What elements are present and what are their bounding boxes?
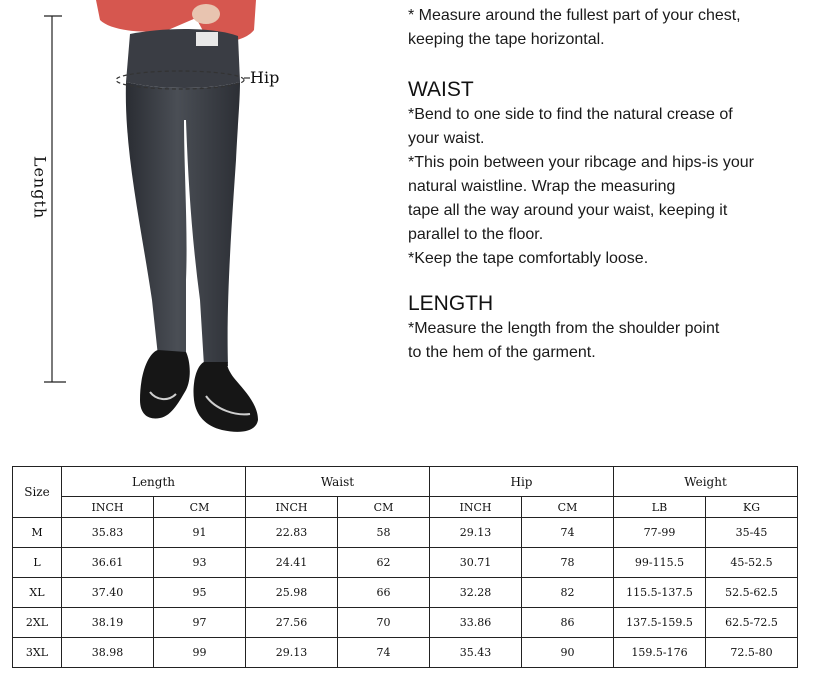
table-cell: 35-45 xyxy=(706,518,798,548)
table-cell: 97 xyxy=(154,608,246,638)
unit-header-row xyxy=(13,497,798,518)
table-cell: 29.13 xyxy=(246,638,338,668)
waist-instruction-line: tape all the way around your waist, keeping it xyxy=(408,202,728,219)
table-row xyxy=(13,608,798,638)
table-cell: 58 xyxy=(338,518,430,548)
table-cell: 24.41 xyxy=(246,548,338,578)
waist-instruction-line: natural waistline. Wrap the measuring xyxy=(408,178,676,195)
length-instruction-line: *Measure the length from the shoulder point xyxy=(408,320,720,337)
table-cell: 70 xyxy=(338,608,430,638)
table-cell: 27.56 xyxy=(246,608,338,638)
table-cell: 33.86 xyxy=(430,608,522,638)
table-cell: 78 xyxy=(522,548,614,578)
waist-instruction-line: *Bend to one side to find the natural crease of xyxy=(408,106,733,123)
table-cell: 29.13 xyxy=(430,518,522,548)
waist-instruction-line: *Keep the tape comfortably loose. xyxy=(408,250,649,267)
waist-instruction-line: your waist. xyxy=(408,130,485,147)
size-cell: 3XL xyxy=(13,638,62,668)
table-row xyxy=(13,548,798,578)
measuring-instructions xyxy=(408,4,808,365)
unit-header: CM xyxy=(522,497,614,518)
size-cell: M xyxy=(13,518,62,548)
unit-header: CM xyxy=(154,497,246,518)
table-cell: 38.19 xyxy=(62,608,154,638)
table-cell: 66 xyxy=(338,578,430,608)
table-cell: 35.83 xyxy=(62,518,154,548)
waist-instruction-line: *This poin between your ribcage and hips-is your xyxy=(408,154,754,171)
group-header-hip: Hip xyxy=(430,467,614,497)
table-cell: 99 xyxy=(154,638,246,668)
size-header: Size xyxy=(13,467,62,518)
hip-label: Hip xyxy=(250,68,280,87)
left-shoe xyxy=(140,350,190,418)
length-heading: LENGTH xyxy=(408,292,494,315)
table-cell: 77-99 xyxy=(614,518,706,548)
group-header-length: Length xyxy=(62,467,246,497)
waistband-shape xyxy=(126,29,240,88)
group-header-weight: Weight xyxy=(614,467,798,497)
table-cell: 30.71 xyxy=(430,548,522,578)
unit-header: INCH xyxy=(62,497,154,518)
table-cell: 52.5-62.5 xyxy=(706,578,798,608)
table-cell: 45-52.5 xyxy=(706,548,798,578)
table-cell: 99-115.5 xyxy=(614,548,706,578)
waist-instruction-line: parallel to the floor. xyxy=(408,226,544,243)
length-label: Length xyxy=(30,155,50,220)
table-cell: 159.5-176 xyxy=(614,638,706,668)
chest-instruction-line: keeping the tape horizontal. xyxy=(408,31,605,48)
table-cell: 90 xyxy=(522,638,614,668)
table-cell: 32.28 xyxy=(430,578,522,608)
unit-header: CM xyxy=(338,497,430,518)
size-cell: 2XL xyxy=(13,608,62,638)
chest-instruction-line: * Measure around the fullest part of your chest, xyxy=(408,7,741,24)
table-cell: 35.43 xyxy=(430,638,522,668)
logo-patch xyxy=(196,32,218,46)
table-cell: 95 xyxy=(154,578,246,608)
table-cell: 25.98 xyxy=(246,578,338,608)
table-row xyxy=(13,578,798,608)
table-cell: 115.5-137.5 xyxy=(614,578,706,608)
table-cell: 91 xyxy=(154,518,246,548)
leggings-illustration xyxy=(0,0,400,440)
table-cell: 93 xyxy=(154,548,246,578)
table-cell: 137.5-159.5 xyxy=(614,608,706,638)
table-cell: 82 xyxy=(522,578,614,608)
table-cell: 22.83 xyxy=(246,518,338,548)
group-header-row xyxy=(13,467,798,497)
table-cell: 62 xyxy=(338,548,430,578)
unit-header: INCH xyxy=(430,497,522,518)
leggings-shape xyxy=(126,82,240,366)
table-cell: 74 xyxy=(522,518,614,548)
size-cell: L xyxy=(13,548,62,578)
table-cell: 62.5-72.5 xyxy=(706,608,798,638)
right-shoe xyxy=(193,362,258,432)
size-chart-table xyxy=(12,466,798,668)
table-cell: 86 xyxy=(522,608,614,638)
table-cell: 72.5-80 xyxy=(706,638,798,668)
size-cell: XL xyxy=(13,578,62,608)
unit-header: INCH xyxy=(246,497,338,518)
table-cell: 36.61 xyxy=(62,548,154,578)
table-cell: 74 xyxy=(338,638,430,668)
waist-heading: WAIST xyxy=(408,78,474,101)
table-cell: 37.40 xyxy=(62,578,154,608)
unit-header: KG xyxy=(706,497,798,518)
length-instruction-line: to the hem of the garment. xyxy=(408,344,596,361)
hand-shape xyxy=(192,4,220,24)
table-row xyxy=(13,638,798,668)
table-row xyxy=(13,518,798,548)
product-figure xyxy=(0,0,400,440)
group-header-waist: Waist xyxy=(246,467,430,497)
unit-header: LB xyxy=(614,497,706,518)
table-cell: 38.98 xyxy=(62,638,154,668)
